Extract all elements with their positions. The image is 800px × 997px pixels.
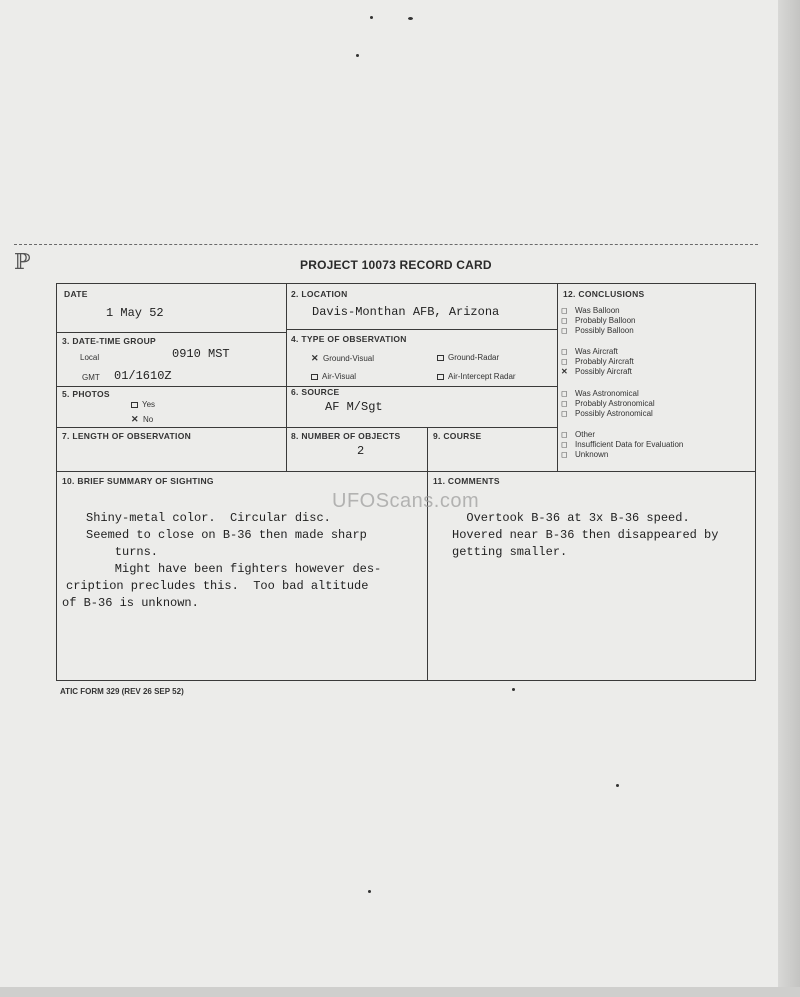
local-time-value: 0910 MST bbox=[172, 347, 230, 361]
gmt-time-value: 01/1610Z bbox=[114, 369, 172, 383]
source-value: AF M/Sgt bbox=[325, 400, 383, 414]
checkbox-icon bbox=[311, 374, 318, 380]
insufficient-data-option: ◻ Insufficient Data for Evaluation bbox=[561, 440, 684, 449]
checkbox-icon: ◻ bbox=[561, 357, 568, 366]
ground-radar-option: Ground-Radar bbox=[437, 353, 499, 362]
scan-edge bbox=[778, 0, 800, 997]
source-label: 6. SOURCE bbox=[291, 387, 340, 397]
was-astronomical-option: ◻ Was Astronomical bbox=[561, 389, 639, 398]
comments-line: Overtook B-36 at 3x B-36 speed. bbox=[452, 511, 690, 525]
checkbox-icon bbox=[131, 402, 138, 408]
checkbox-icon bbox=[437, 355, 444, 361]
conclusions-other-group bbox=[561, 430, 683, 460]
scan-speck bbox=[512, 688, 515, 691]
checkbox-icon bbox=[437, 374, 444, 380]
summary-line: cription precludes this. Too bad altitude bbox=[66, 579, 369, 593]
scan-speck bbox=[356, 54, 359, 57]
divider bbox=[286, 283, 287, 471]
divider bbox=[427, 427, 428, 681]
photos-no-option: ✕ No bbox=[131, 414, 154, 424]
scan-speck bbox=[616, 784, 619, 787]
date-time-group-label: 3. DATE-TIME GROUP bbox=[62, 336, 157, 346]
local-label: Local bbox=[80, 353, 100, 362]
summary-line: of B-36 is unknown. bbox=[62, 596, 199, 610]
checkbox-icon: ◻ bbox=[561, 306, 568, 315]
comments-label: 11. COMMENTS bbox=[433, 476, 500, 486]
probably-aircraft-option: ◻ Probably Aircraft bbox=[561, 357, 634, 366]
watermark: UFOScans.com bbox=[332, 490, 480, 512]
summary-line: Shiny-metal color. Circular disc. bbox=[86, 511, 331, 525]
summary-line: Might have been fighters however des- bbox=[86, 562, 382, 576]
number-of-objects-label: 8. NUMBER OF OBJECTS bbox=[291, 431, 401, 441]
checkbox-icon: ◻ bbox=[561, 389, 568, 398]
length-of-observation-label: 7. LENGTH OF OBSERVATION bbox=[62, 431, 192, 441]
location-value: Davis-Monthan AFB, Arizona bbox=[312, 305, 500, 319]
number-of-objects-value: 2 bbox=[357, 444, 365, 458]
checkbox-icon: ◻ bbox=[561, 430, 568, 439]
possibly-balloon-option: ◻ Possibly Balloon bbox=[561, 326, 634, 335]
unknown-option: ◻ Unknown bbox=[561, 450, 609, 459]
date-value: 1 May 52 bbox=[106, 306, 164, 320]
conclusions-astronomical-group bbox=[561, 389, 655, 419]
divider bbox=[557, 283, 558, 471]
location-label: 2. LOCATION bbox=[291, 289, 348, 299]
scan-bottom-edge bbox=[0, 987, 800, 997]
summary-label: 10. BRIEF SUMMARY OF SIGHTING bbox=[62, 476, 214, 486]
divider bbox=[56, 471, 756, 472]
was-aircraft-option: ◻ Was Aircraft bbox=[561, 347, 618, 356]
ground-visual-option: ✕ Ground-Visual bbox=[311, 353, 374, 363]
conclusions-balloon-group bbox=[561, 306, 635, 336]
conclusions-label: 12. CONCLUSIONS bbox=[563, 289, 645, 299]
was-balloon-option: ◻ Was Balloon bbox=[561, 306, 620, 315]
date-label: DATE bbox=[64, 289, 88, 299]
gmt-label: GMT bbox=[82, 373, 100, 382]
divider bbox=[56, 427, 558, 428]
probably-balloon-option: ◻ Probably Balloon bbox=[561, 316, 636, 325]
comments-text bbox=[452, 493, 718, 578]
photos-yes-option: Yes bbox=[131, 400, 155, 409]
probably-astronomical-option: ◻ Probably Astronomical bbox=[561, 399, 655, 408]
checkbox-icon: ◻ bbox=[561, 347, 568, 356]
comments-line: Hovered near B-36 then disappeared by bbox=[452, 528, 719, 542]
air-visual-option: Air-Visual bbox=[311, 372, 356, 381]
checkbox-icon: ◻ bbox=[561, 326, 568, 335]
summary-line: Seemed to close on B-36 then made sharp bbox=[86, 528, 367, 542]
checkbox-icon: ◻ bbox=[561, 399, 568, 408]
checkbox-icon: ◻ bbox=[561, 316, 568, 325]
scan-speck bbox=[370, 16, 373, 19]
possibly-aircraft-option: ✕ Possibly Aircraft bbox=[561, 367, 632, 376]
summary-line: turns. bbox=[86, 545, 159, 559]
course-label: 9. COURSE bbox=[433, 431, 482, 441]
divider bbox=[56, 332, 286, 333]
scan-speck bbox=[408, 17, 413, 20]
divider bbox=[286, 329, 558, 330]
form-footer: ATIC FORM 329 (REV 26 SEP 52) bbox=[60, 687, 184, 696]
card-top-perforation bbox=[14, 244, 758, 245]
checked-x-icon: ✕ bbox=[131, 414, 139, 424]
scan-speck bbox=[368, 890, 371, 893]
card-title: PROJECT 10073 RECORD CARD bbox=[300, 258, 492, 272]
conclusions-aircraft-group bbox=[561, 347, 634, 377]
comments-line: getting smaller. bbox=[452, 545, 568, 559]
checkbox-icon: ◻ bbox=[561, 409, 568, 418]
checkbox-icon: ◻ bbox=[561, 440, 568, 449]
checked-x-icon: ✕ bbox=[561, 367, 568, 376]
possibly-astronomical-option: ◻ Possibly Astronomical bbox=[561, 409, 653, 418]
checkbox-icon: ◻ bbox=[561, 450, 568, 459]
type-of-observation-label: 4. TYPE OF OBSERVATION bbox=[291, 334, 407, 344]
summary-text bbox=[62, 493, 382, 629]
checked-x-icon: ✕ bbox=[311, 353, 319, 363]
other-option: ◻ Other bbox=[561, 430, 596, 439]
photos-label: 5. PHOTOS bbox=[62, 389, 110, 399]
corner-pen-mark: ℙ bbox=[14, 250, 31, 275]
air-intercept-radar-option: Air-Intercept Radar bbox=[437, 372, 516, 381]
